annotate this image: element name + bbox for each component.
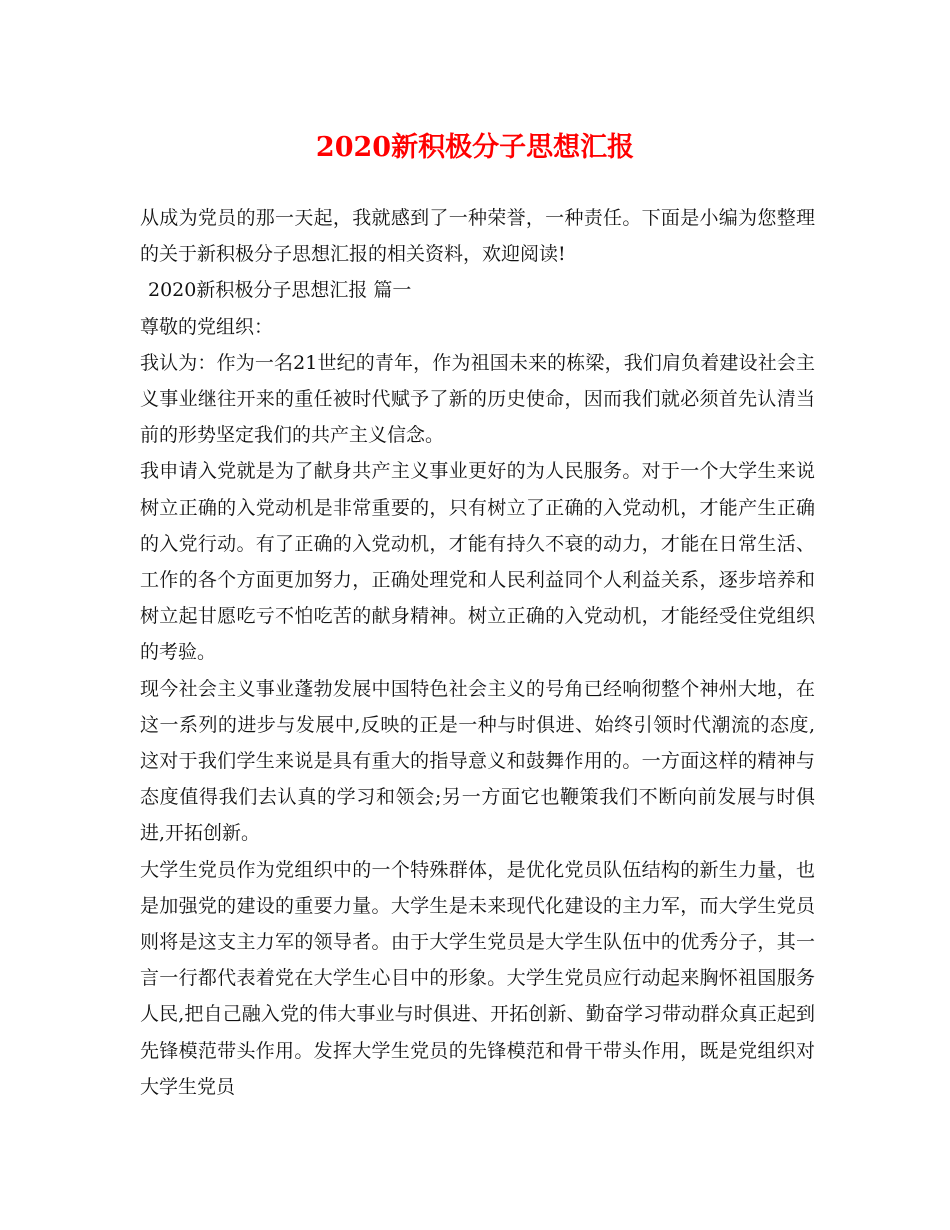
body-paragraph: 我认为：作为一名21世纪的青年，作为祖国未来的栋梁，我们肩负着建设社会主义事业继往开来的重任被时代赋予了新的历史使命，因而我们就必须首先认清当前的形势坚定我们的共产主义信念。 (140, 351, 815, 447)
section-heading: 2020新积极分子思想汇报 篇一 (148, 279, 412, 302)
document-title: 2020新积极分子思想汇报 (315, 132, 635, 163)
salutation: 尊敬的党组织： (140, 315, 274, 338)
intro-paragraph: 从成为党员的那一天起，我就感到了一种荣誉，一种责任。下面是小编为您整理的关于新积极分子思想汇报的相关资料，欢迎阅读! (140, 207, 815, 266)
body-paragraph: 大学生党员作为党组织中的一个特殊群体，是优化党员队伍结构的新生力量，也是加强党的建设的重要力量。大学生是未来现代化建设的主力军，而大学生党员则将是这支主力军的领导者。由于大学生党员是大学生队伍中的优秀分子，其一言一行都代表着党在大学生心目中的形象。大学生党员应行动起来胸怀祖国服务人民,把自己融入党的伟大事业与时俱进、开拓创新、勤奋学习带动群众真正起到先锋模范带头作用。发挥大学生党员的先锋模范和骨干带头作用，既是党组织对大学生党员 (140, 858, 815, 1098)
body-paragraph: 现今社会主义事业蓬勃发展中国特色社会主义的号角已经响彻整个神州大地，在这一系列的进步与发展中,反映的正是一种与时俱进、始终引领时代潮流的态度,这对于我们学生来说是具有重大的指导意义和鼓舞作用的。一方面这样的精神与态度值得我们去认真的学习和领会;另一方面它也鞭策我们不断向前发展与时俱进,开拓创新。 (140, 677, 815, 845)
document-body (140, 200, 815, 1105)
body-paragraph: 我申请入党就是为了献身共产主义事业更好的为人民服务。对于一个大学生来说树立正确的入党动机是非常重要的，只有树立了正确的入党动机，才能产生正确的入党行动。有了正确的入党动机，才能有持久不衰的动力，才能在日常生活、工作的各个方面更加努力，正确处理党和人民利益同个人利益关系，逐步培养和树立起甘愿吃亏不怕吃苦的献身精神。树立正确的入党动机，才能经受住党组织的考验。 (140, 460, 815, 664)
